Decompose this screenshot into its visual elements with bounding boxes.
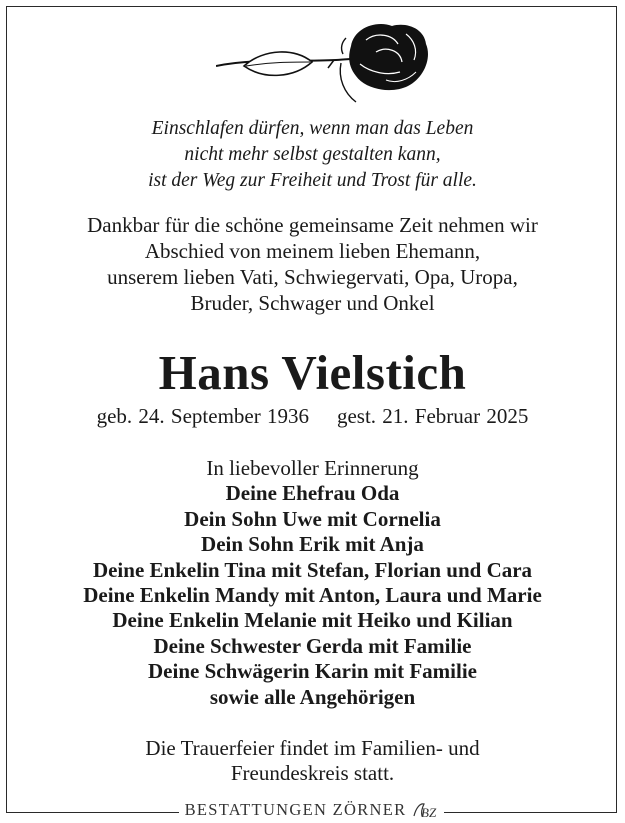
funeral-notice: [7, 736, 618, 786]
quote-line: Einschlafen dürfen, wenn man das Leben: [151, 118, 474, 139]
obituary-quote: [7, 116, 618, 194]
quote-line: nicht mehr selbst gestalten kann,: [184, 144, 441, 165]
mourner-line: Deine Ehefrau Oda: [225, 481, 400, 506]
mourner-line: Deine Enkelin Melanie mit Heiko und Kilian: [112, 608, 513, 633]
life-dates: [7, 403, 618, 429]
undertaker-footer: [6, 798, 617, 822]
funeral-line: Die Trauerfeier findet im Familien- und: [145, 736, 480, 760]
intro-line: unserem lieben Vati, Schwiegervati, Opa, Uropa,: [107, 265, 518, 289]
mourner-line: Deine Schwägerin Karin mit Familie: [148, 659, 477, 684]
mourner-line: Dein Sohn Erik mit Anja: [201, 532, 424, 557]
obituary-intro: [7, 212, 618, 316]
death-date: gest. 21. Februar 2025: [336, 404, 529, 428]
deceased-name: Hans Vielstich: [158, 345, 467, 400]
logo-letters: BZ: [421, 805, 437, 820]
undertaker-name: BESTATTUNGEN ZÖRNER: [179, 800, 413, 820]
mourners-section: [7, 456, 618, 710]
rose-icon: [216, 18, 436, 106]
birth-date: geb. 24. September 1936: [96, 404, 309, 428]
funeral-line: Freundeskreis statt.: [230, 761, 395, 785]
undertaker-logo: [412, 800, 444, 820]
mourner-line: Deine Enkelin Mandy mit Anton, Laura und Marie: [83, 583, 542, 608]
intro-line: Dankbar für die schöne gemeinsame Zeit nehmen wir: [87, 213, 538, 237]
mourner-line: Dein Sohn Uwe mit Cornelia: [184, 506, 441, 531]
intro-line: Abschied von meinem lieben Ehemann,: [144, 239, 481, 263]
mourner-line: Deine Schwester Gerda mit Familie: [153, 633, 472, 658]
quote-line: ist der Weg zur Freiheit und Trost für alle.: [148, 170, 477, 191]
mourner-line: Deine Enkelin Tina mit Stefan, Florian und Cara: [92, 557, 533, 582]
mourner-line: sowie alle Angehörigen: [209, 684, 416, 709]
remembrance-heading: In liebevoller Erinnerung: [206, 456, 419, 480]
intro-line: Bruder, Schwager und Onkel: [190, 291, 435, 315]
bz-logo-icon: [412, 800, 438, 820]
